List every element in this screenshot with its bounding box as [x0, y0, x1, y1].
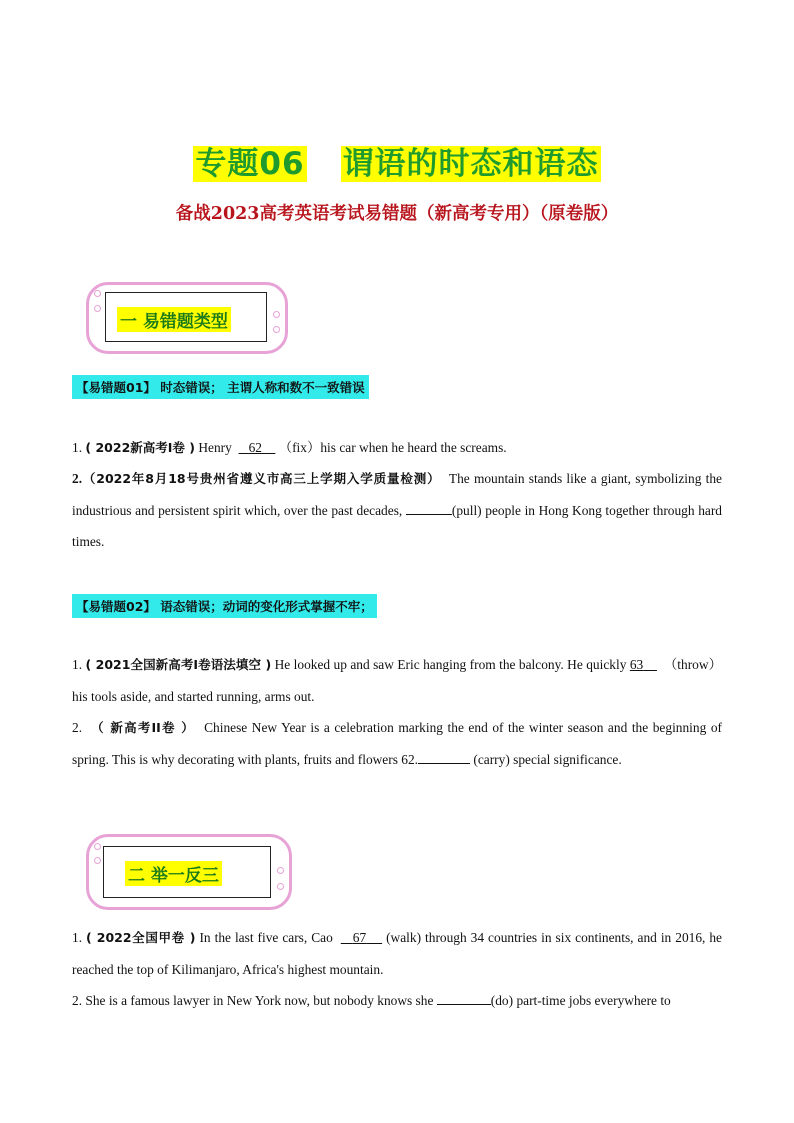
- heart-decoration-icon: [94, 857, 101, 864]
- page-subtitle: 备战2023高考英语考试易错题（新高考专用）（原卷版）: [175, 204, 619, 224]
- error-type-tag: 【易错题02】 语态错误；动词的变化形式掌握不牢；: [72, 594, 377, 618]
- section-frame-error-types: [86, 282, 288, 354]
- question-number: 1.: [72, 657, 83, 672]
- answer-blank[interactable]: [239, 440, 276, 455]
- answer-blank[interactable]: [437, 992, 491, 1005]
- heart-decoration-icon: [273, 311, 280, 318]
- answer-blank[interactable]: [418, 751, 470, 764]
- question-item: [72, 649, 722, 712]
- title-topic-name: 谓语的时态和语态: [342, 146, 599, 182]
- answer-blank[interactable]: [630, 657, 657, 672]
- question-source: ( 2021全国新高考I卷语法填空 ): [85, 657, 272, 672]
- question-item: [72, 922, 722, 985]
- blank-number: 62: [248, 440, 262, 455]
- question-item: [72, 463, 722, 558]
- title-topic-number: 专题06: [195, 146, 305, 182]
- question-text: The mountain stands like a giant, symbolizing the industrious and persistent spirit which, over the past decades,: [72, 471, 722, 518]
- heart-decoration-icon: [277, 867, 284, 874]
- question-source: （ 新高考II卷 ）: [91, 720, 195, 735]
- answer-blank[interactable]: [341, 930, 382, 945]
- section-label: 二 举一反三: [125, 861, 222, 886]
- heart-decoration-icon: [94, 843, 101, 850]
- question-text: （fix）his car when he heard the screams.: [278, 440, 507, 455]
- question-text: He looked up and saw Eric hanging from the balcony. He quickly: [274, 657, 627, 672]
- section-frame-practice: [86, 834, 292, 910]
- question-number: 2.: [72, 993, 83, 1008]
- error-type-tag: 【易错题01】 时态错误； 主谓人称和数不一致错误: [72, 375, 369, 399]
- question-text: (carry) special significance.: [473, 751, 622, 767]
- question-text: (do) part-time jobs everywhere to: [490, 993, 671, 1008]
- question-number: 1.: [72, 930, 83, 945]
- heart-decoration-icon: [94, 290, 101, 297]
- question-text: (pull) people in Hong Kong together through hard times.: [72, 502, 722, 549]
- question-item: [72, 432, 722, 464]
- question-number: 2.: [72, 720, 83, 735]
- blank-number: 67: [352, 930, 367, 945]
- question-text: Chinese New Year is a celebration marking the end of the winter season and the beginning of spring. This is why decorating with plants, fruits and flowers 62.: [72, 720, 722, 767]
- question-text: She is a famous lawyer in New York now, but nobody knows she: [85, 993, 434, 1008]
- heart-decoration-icon: [273, 326, 280, 333]
- question-number: 2.: [72, 471, 83, 486]
- blank-number: 63: [629, 657, 644, 672]
- question-number: 1.: [72, 440, 83, 455]
- question-text: (walk) through 34 countries in six continents, and in 2016, he reached the top of Kilimanjaro, Africa's highest mountain.: [72, 930, 722, 977]
- answer-blank[interactable]: [406, 502, 452, 515]
- question-source: （2022年8月18号贵州省遵义市高三上学期入学质量检测）: [82, 471, 441, 486]
- question-text: In the last five cars, Cao: [199, 930, 333, 945]
- question-item: [72, 985, 722, 1017]
- heart-decoration-icon: [277, 883, 284, 890]
- question-item: [72, 712, 722, 775]
- page-title: [0, 138, 794, 183]
- question-source: ( 2022全国甲卷 ): [86, 930, 196, 945]
- heart-decoration-icon: [94, 305, 101, 312]
- question-text: （throw）his tools aside, and started running, arms out.: [72, 657, 722, 704]
- question-source: ( 2022新高考I卷 ): [85, 440, 195, 455]
- section-label: 一 易错题类型: [117, 307, 231, 332]
- question-text: Henry: [198, 440, 232, 455]
